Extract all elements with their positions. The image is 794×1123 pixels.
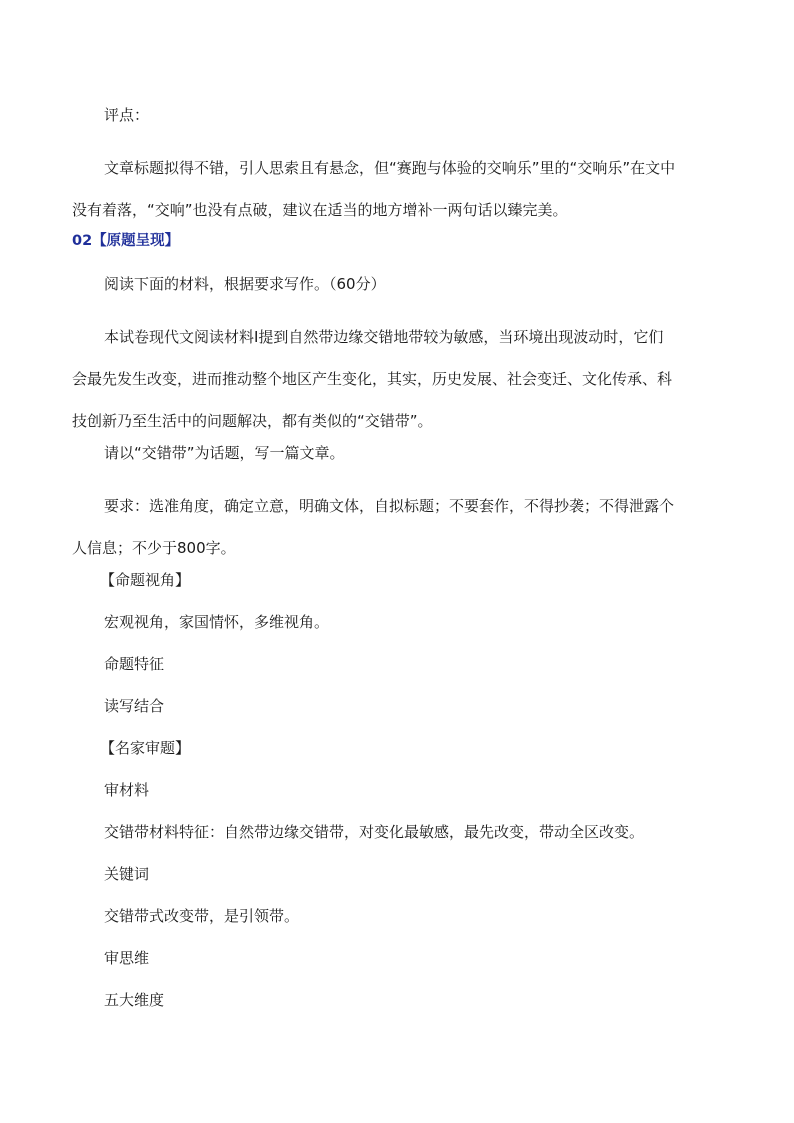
expert-label: 【名家审题】 <box>100 739 191 757</box>
review-line-1: 文章标题拟得不错，引人思索且有悬念，但“赛跑与体验的交响乐”里的“交响乐”在文中 <box>104 159 676 177</box>
thinking-label: 审思维 <box>104 949 150 967</box>
dimensions-label: 五大维度 <box>104 991 165 1009</box>
feature-text: 读写结合 <box>104 697 165 715</box>
review-label: 评点： <box>104 106 150 124</box>
section-heading: 02【原题呈现】 <box>72 233 180 249</box>
requirements-line-2: 人信息；不少于800字。 <box>72 539 236 557</box>
requirements-line-1: 要求：选准角度，确定立意，明确文体，自拟标题；不要套作，不得抄袭；不得泄露个 <box>104 497 675 515</box>
requirements-paragraph <box>72 485 722 569</box>
material-line-2: 会最先发生改变，进而推动整个地区产生变化，其实，历史发展、社会变迁、文化传承、科 <box>72 370 673 388</box>
prompt-intro: 阅读下面的材料，根据要求写作。（60分） <box>104 275 386 293</box>
review-line-2: 没有着落，“交响”也没有点破，建议在适当的地方增补一两句话以臻完美。 <box>72 201 568 219</box>
perspective-text: 宏观视角，家国情怀，多维视角。 <box>104 613 330 631</box>
feature-label: 命题特征 <box>104 655 165 673</box>
perspective-label: 【命题视角】 <box>100 571 191 589</box>
material-review-label: 审材料 <box>104 781 150 799</box>
material-line-3: 技创新乃至生活中的问题解决，都有类似的“交错带”。 <box>72 412 433 430</box>
writing-task: 请以“交错带”为话题，写一篇文章。 <box>104 444 345 462</box>
material-feature: 交错带材料特征：自然带边缘交错带，对变化最敏感，最先改变，带动全区改变。 <box>104 823 645 841</box>
review-paragraph <box>72 147 722 231</box>
keyword-text: 交错带式改变带，是引领带。 <box>104 907 300 925</box>
material-line-1: 本试卷现代文阅读材料Ⅰ提到自然带边缘交错地带较为敏感，当环境出现波动时，它们 <box>104 328 664 346</box>
keyword-label: 关键词 <box>104 865 150 883</box>
material-paragraph <box>72 316 722 442</box>
